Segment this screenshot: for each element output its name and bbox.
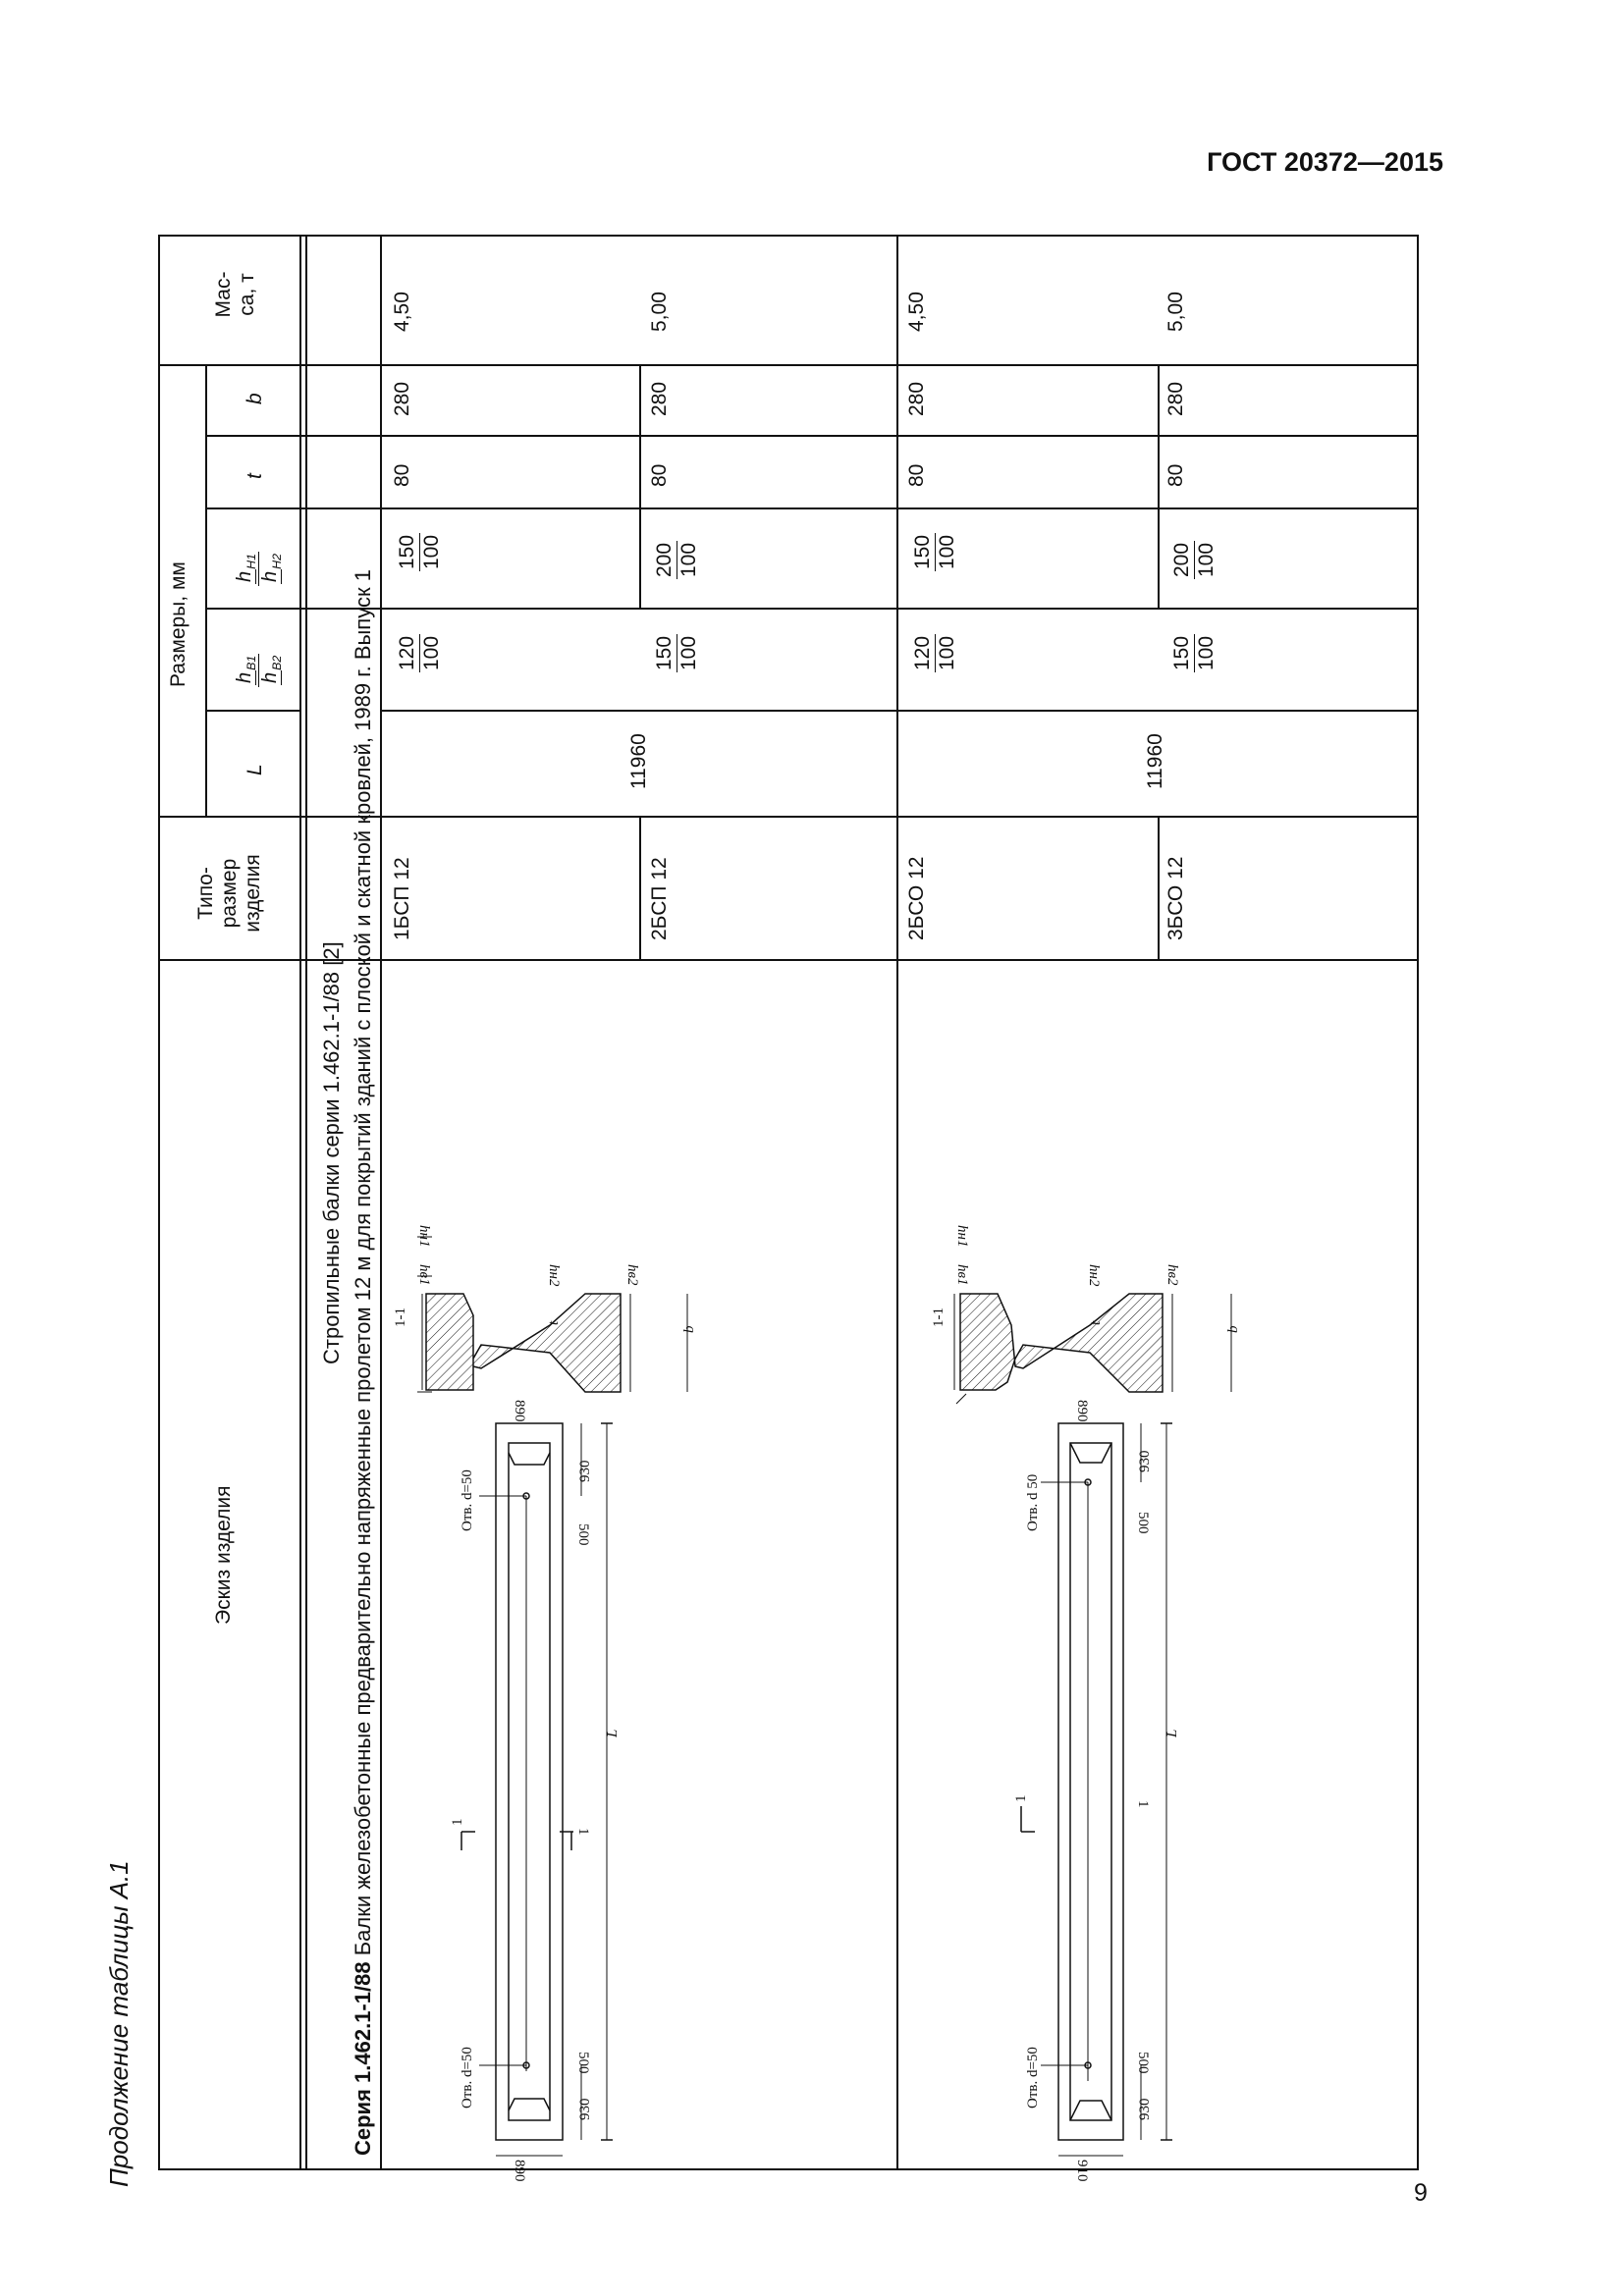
group2-L: 11960: [1144, 733, 1166, 789]
sketch2-cut-bottom: 1: [1135, 1800, 1151, 1808]
row2-mass: 5,00: [648, 292, 671, 332]
sketch2-b: b: [1225, 1325, 1241, 1333]
page-number: 9: [1414, 2179, 1428, 2207]
sketch-beam-1: [417, 1237, 687, 2156]
row4-hh: 200 100: [1170, 542, 1218, 577]
section-hatch: [426, 1294, 621, 1392]
sketch2-hn1: hн1: [954, 1225, 970, 1248]
sketch2-section-mark: 1-1: [931, 1308, 947, 1327]
sketch1-b: b: [681, 1325, 697, 1333]
sketch1-hole-label-bottom: Отв. d=50: [460, 2047, 475, 2109]
sketch2-dim-end-bottom: 930: [1137, 2098, 1153, 2120]
col-header-sketch: Эскиз изделия: [212, 1485, 235, 1625]
sketch1-dim-hole-bottom: 500: [575, 2052, 591, 2074]
sketch2-dim-hole-bottom: 500: [1135, 2052, 1151, 2074]
beam-plan-inner: [1070, 1443, 1111, 2120]
row-type-2: 2БСП 12: [648, 857, 671, 940]
sketch-beam-2: [954, 1294, 1231, 2156]
row4-t: 80: [1164, 463, 1187, 487]
row-type-3: 2БСО 12: [905, 856, 928, 940]
col-header-dims: Размеры, мм: [167, 561, 189, 687]
sketch1-dim-width: 890: [512, 2160, 527, 2182]
col-header-L: L: [244, 764, 266, 775]
sketch1-cut-bottom: 1: [575, 1828, 591, 1836]
row2-t: 80: [648, 463, 671, 487]
sketch2-hn2: hн2: [1086, 1264, 1102, 1287]
sketch2-dim-width-sec: 890: [1074, 1400, 1090, 1422]
sketch1-hn2: hн2: [546, 1264, 562, 1287]
row1-hh: 150 100: [396, 534, 444, 569]
col-header-t: t: [244, 473, 266, 479]
row1-mass: 4,50: [391, 292, 413, 332]
sketch1-t: t: [546, 1320, 562, 1325]
sketch1-dim-end-top: 930: [577, 1460, 593, 1482]
row1-hb: 120 100: [396, 635, 444, 670]
section-hatch: [960, 1294, 1163, 1392]
sketch2-length: L: [1164, 1729, 1180, 1737]
group1-L: 11960: [627, 733, 650, 789]
sketch2-hv1: hв1: [954, 1264, 970, 1286]
col-header-b: b: [244, 393, 266, 404]
row1-t: 80: [391, 463, 413, 487]
row4-mass: 5,00: [1164, 292, 1187, 332]
sketch2-hole-label-bottom: Отв. d=50: [1025, 2047, 1041, 2109]
row2-hh: 200 100: [653, 542, 701, 577]
col-header-type: Типо- размер изделия: [194, 854, 264, 933]
row2-hb: 150 100: [653, 635, 701, 670]
sketch2-dim-end-top: 930: [1137, 1450, 1153, 1472]
row-type-4: 3БСО 12: [1164, 856, 1187, 940]
col-header-mass: Мас- са, т: [212, 271, 258, 318]
row3-b: 280: [905, 381, 928, 416]
col-header-hb: $h_{B1}$ $h_{B2}$: [234, 654, 285, 687]
sketch2-hv2: hв2: [1164, 1264, 1180, 1286]
row4-hb: 150 100: [1170, 635, 1218, 670]
sketch1-dim-width-sec: 890: [512, 1400, 527, 1422]
row2-b: 280: [648, 381, 671, 416]
sketch2-dim-hole-top: 500: [1135, 1512, 1151, 1534]
beam-plan-outline: [1058, 1423, 1123, 2140]
series-description: Серия 1.462.1-1/88 Балки железобетонные предварительно напряженные пролетом 12 м для покрытий зданий с плоской и скатной кровлей, 1989 г. Выпуск 1: [351, 569, 375, 2156]
sketch1-hole-label-top: Отв. d=50: [460, 1469, 475, 1531]
sketch1-dim-hole-top: 500: [575, 1523, 591, 1546]
row-type-1: 1БСП 12: [391, 857, 413, 940]
row3-hh: 150 100: [911, 534, 959, 569]
sketch1-hv2: hв2: [624, 1264, 640, 1286]
sketch2-cut-top: 1: [1013, 1794, 1029, 1802]
col-header-hh: $h_{H1}$ $h_{H2}$: [234, 552, 285, 586]
sketch1-hn1: hн1: [416, 1225, 432, 1248]
sketch1-cut-top: 1: [450, 1818, 465, 1826]
row3-mass: 4,50: [905, 292, 928, 332]
sketch2-t: t: [1088, 1320, 1104, 1325]
beam-plan-outline: [496, 1423, 563, 2140]
sketch1-section-mark: 1-1: [393, 1308, 408, 1327]
sketch2-dim-width: 910: [1074, 2160, 1090, 2182]
row3-t: 80: [905, 463, 928, 487]
row3-hb: 120 100: [911, 635, 959, 670]
sketch1-hv1: hв1: [416, 1264, 432, 1286]
sketch1-dim-end-bottom: 930: [577, 2098, 593, 2120]
beam-plan-inner: [509, 1443, 550, 2120]
standard-code: ГОСТ 20372—2015: [1207, 147, 1443, 177]
sketch1-length: L: [605, 1729, 621, 1737]
section-title: Стропильные балки серии 1.462.1-1/88 [2]: [319, 941, 344, 1364]
continuation-caption: Продолжение таблицы А.1: [104, 1860, 134, 2187]
row1-b: 280: [391, 381, 413, 416]
row4-b: 280: [1164, 381, 1187, 416]
sketch2-hole-label-top: Отв. d 50: [1025, 1473, 1041, 1531]
